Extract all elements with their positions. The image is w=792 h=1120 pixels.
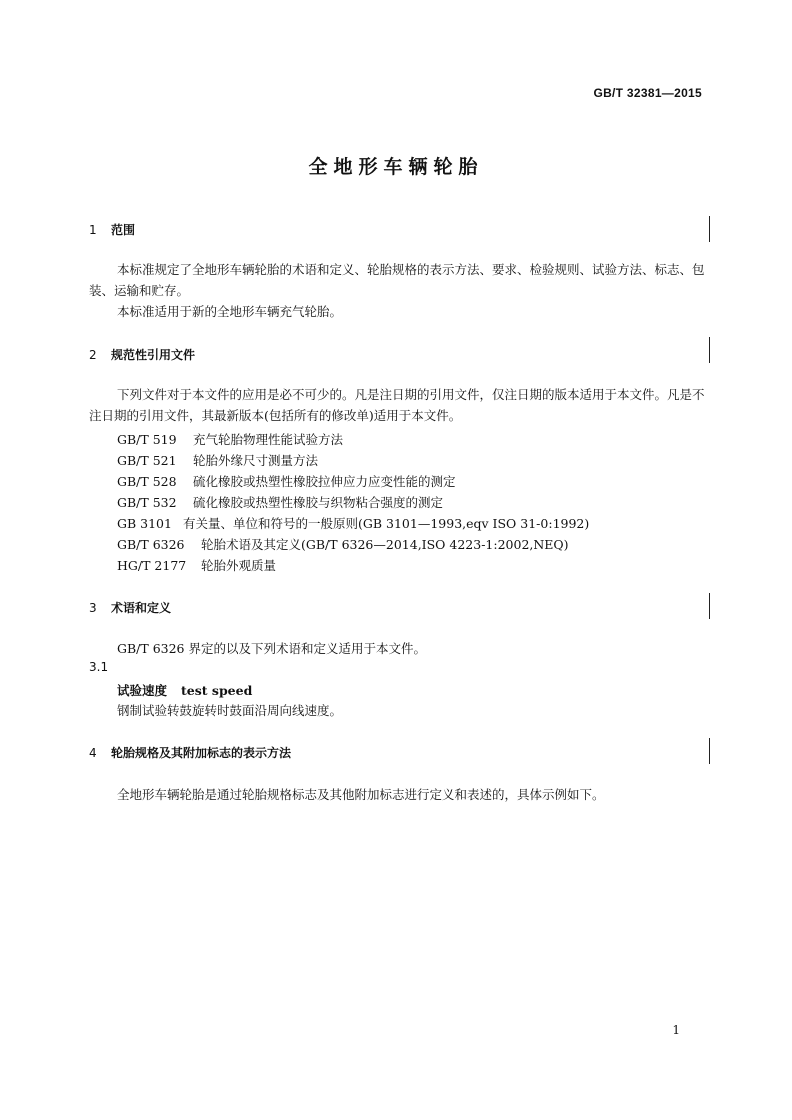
section-title: 轮胎规格及其附加标志的表示方法 bbox=[111, 746, 292, 760]
references-intro: 下列文件对于本文件的应用是必不可少的。凡是注日期的引用文件，仅注日期的版本适用于本文件。凡是不注日期的引用文件，其最新版本(包括所有的修改单)适用于本文件。 bbox=[89, 387, 705, 423]
document-title: 全地形车辆轮胎 bbox=[308, 156, 484, 178]
reference-item: GB 3101 有关量、单位和符号的一般原则(GB 3101—1993,eqv ISO 31-0:1992) bbox=[117, 516, 590, 531]
term-heading bbox=[117, 681, 252, 699]
section-number: 2 bbox=[89, 348, 97, 362]
section-title: 术语和定义 bbox=[111, 601, 172, 615]
term-number: 3.1 bbox=[89, 660, 109, 674]
scope-applicability: 本标准适用于新的全地形车辆充气轮胎。 bbox=[117, 304, 343, 319]
change-bar bbox=[709, 216, 710, 242]
section-3-heading bbox=[89, 599, 171, 616]
section-title: 范围 bbox=[111, 223, 136, 237]
section-1-heading bbox=[89, 221, 135, 238]
change-bar bbox=[709, 738, 710, 764]
reference-item: HG/T 2177 轮胎外观质量 bbox=[117, 558, 277, 573]
reference-item: GB/T 521 轮胎外缘尺寸测量方法 bbox=[117, 453, 319, 468]
reference-item: GB/T 528 硫化橡胶或热塑性橡胶拉伸应力应变性能的测定 bbox=[117, 474, 456, 489]
page-number: 1 bbox=[672, 1023, 680, 1037]
term-english: test speed bbox=[181, 683, 253, 698]
standard-code-header: GB/T 32381—2015 bbox=[593, 86, 702, 100]
reference-item: GB/T 532 硫化橡胶或热塑性橡胶与织物粘合强度的测定 bbox=[117, 495, 444, 510]
section-2-heading bbox=[89, 346, 195, 363]
section-number: 4 bbox=[89, 746, 97, 760]
section-number: 3 bbox=[89, 601, 97, 615]
section-number: 1 bbox=[89, 223, 97, 237]
reference-item: GB/T 519 充气轮胎物理性能试验方法 bbox=[117, 432, 344, 447]
scope-paragraph: 本标准规定了全地形车辆轮胎的术语和定义、轮胎规格的表示方法、要求、检验规则、试验方法、标志、包装、运输和贮存。 bbox=[89, 262, 705, 298]
term-definition: 钢制试验转鼓旋转时鼓面沿周向线速度。 bbox=[117, 703, 343, 718]
section-title: 规范性引用文件 bbox=[111, 348, 196, 362]
section-4-heading bbox=[89, 744, 291, 761]
reference-item: GB/T 6326 轮胎术语及其定义(GB/T 6326—2014,ISO 4223-1:2002,NEQ) bbox=[117, 537, 569, 552]
change-bar bbox=[709, 593, 710, 619]
term-chinese: 试验速度 bbox=[117, 683, 168, 698]
change-bar bbox=[709, 337, 710, 363]
designation-paragraph: 全地形车辆轮胎是通过轮胎规格标志及其他附加标志进行定义和表述的，具体示例如下。 bbox=[117, 787, 605, 802]
terms-intro: GB/T 6326 界定的以及下列术语和定义适用于本文件。 bbox=[117, 641, 426, 656]
